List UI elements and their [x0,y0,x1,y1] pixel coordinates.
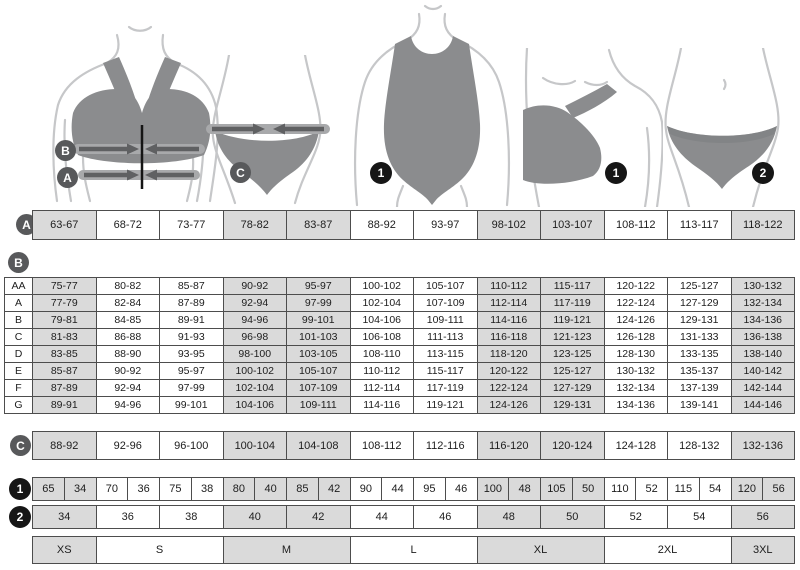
badge-bust-b-icon [55,140,76,161]
section-b-cell: 129-131 [668,312,732,329]
badge-1b-label: 1 [612,166,620,180]
row-c-cell: 124-128 [605,432,669,460]
section-b-cell: 104-106 [351,312,415,329]
row-c-cell: 88-92 [33,432,97,460]
section-b-cell: 85-87 [33,363,97,380]
badge-underbust-a-icon [57,167,78,188]
section-b-cell: 124-126 [478,397,542,414]
sizes-table [32,536,795,564]
row-a-cell: 98-102 [478,211,542,240]
row-2-cell: 44 [351,506,415,529]
section-b-cell: 116-118 [478,329,542,346]
size-cell: M [224,537,351,564]
section-b-cell: 96-98 [224,329,288,346]
section-b-cell: 115-117 [541,278,605,295]
row-2-badge-label: 2 [16,510,24,524]
section-b-cell: 134-136 [732,312,796,329]
section-b-row-header: AA [5,278,33,295]
section-b-row-header: C [5,329,33,346]
row-1-badge-label: 1 [16,482,24,496]
row-2-cell: 48 [478,506,542,529]
row-2-cell: 46 [414,506,478,529]
section-b-cell: 138-140 [732,346,796,363]
section-b-cell: 142-144 [732,380,796,397]
section-b-cell: 105-107 [414,278,478,295]
row-c-cell: 120-124 [541,432,605,460]
section-b-cell: 123-125 [541,346,605,363]
row-a-cell: 103-107 [541,211,605,240]
section-b-cell: 103-105 [287,346,351,363]
row-a-badge-label: A [22,217,31,232]
size-cell: 2XL [605,537,732,564]
row-c-cell: 116-120 [478,432,542,460]
section-b-cell: 84-85 [97,312,161,329]
row-1-cell: 70 [97,478,129,501]
row-a-cell: 113-117 [668,211,732,240]
row-2-cell: 40 [224,506,288,529]
section-b-row-header: G [5,397,33,414]
badge-swimsuit-1-icon [370,162,392,184]
row-1-cell: 52 [636,478,668,501]
section-b-cell: 89-91 [160,312,224,329]
section-b-badge-icon [8,252,29,273]
row-1-cell: 56 [763,478,795,501]
section-b-cell: 120-122 [605,278,669,295]
section-b-cell: 95-97 [287,278,351,295]
section-b-row-header: D [5,346,33,363]
bralette-strap [565,84,617,118]
section-b-cell: 91-93 [160,329,224,346]
row-c-cell: 128-132 [668,432,732,460]
section-b-cell: 89-91 [33,397,97,414]
badge-hip-c-icon [230,162,251,183]
row-1-cell: 90 [351,478,383,501]
row-2-table [32,505,795,529]
section-b-cell: 88-90 [97,346,161,363]
row-a-cell: 118-122 [732,211,796,240]
section-b-cell: 133-135 [668,346,732,363]
row-1-cell: 100 [478,478,510,501]
row-1-cell: 42 [319,478,351,501]
section-b-cell: 139-141 [668,397,732,414]
section-b-cell: 87-89 [33,380,97,397]
section-b-cell: 114-116 [351,397,415,414]
section-b-cell: 124-126 [605,312,669,329]
row-1-cell: 48 [509,478,541,501]
section-b-cell: 104-106 [224,397,288,414]
section-b-cell: 110-112 [351,363,415,380]
size-cell: XL [478,537,605,564]
swimsuit-shape [384,36,480,205]
row-1-cell: 80 [224,478,256,501]
section-b-cell: 110-112 [478,278,542,295]
section-b-cell: 130-132 [605,363,669,380]
size-cell: 3XL [732,537,796,564]
section-b-cell: 92-94 [224,295,288,312]
row-2-cell: 50 [541,506,605,529]
row-1-cell: 46 [446,478,478,501]
row-1-cell: 38 [192,478,224,501]
row-1-cell: 44 [382,478,414,501]
row-1-cell: 120 [732,478,764,501]
section-b-cell: 75-77 [33,278,97,295]
row-2-cell: 52 [605,506,669,529]
section-b-cell: 115-117 [414,363,478,380]
section-b-cell: 117-119 [541,295,605,312]
section-b-cell: 106-108 [351,329,415,346]
bralette-cup [523,105,601,183]
row-c-cell: 92-96 [97,432,161,460]
section-b-cell: 80-82 [97,278,161,295]
section-b-cell: 140-142 [732,363,796,380]
section-b-cell: 105-107 [287,363,351,380]
section-b-cell: 107-109 [414,295,478,312]
section-b-cell: 112-114 [351,380,415,397]
row-1-cell: 110 [605,478,637,501]
row-a-cell: 83-87 [287,211,351,240]
section-b-cell: 144-146 [732,397,796,414]
section-b-cell: 94-96 [224,312,288,329]
section-b-cell: 130-132 [732,278,796,295]
section-b-cell: 122-124 [605,295,669,312]
row-2-cell: 38 [160,506,224,529]
figure-panty-measurement [203,55,338,205]
section-b-cell: 111-113 [414,329,478,346]
row-1-cell: 50 [573,478,605,501]
badge-2-label: 2 [759,166,767,180]
section-b-row-header: F [5,380,33,397]
section-b-row-header: A [5,295,33,312]
section-b-cell: 94-96 [97,397,161,414]
row-1-table [32,477,795,501]
section-b-cell: 135-137 [668,363,732,380]
row-a-cell: 73-77 [160,211,224,240]
section-b-cell: 112-114 [478,295,542,312]
badge-bralette-1-icon [605,162,627,184]
row-1-cell: 65 [33,478,65,501]
row-c-cell: 112-116 [414,432,478,460]
row-1-cell: 40 [255,478,287,501]
row-c-cell: 96-100 [160,432,224,460]
section-b-cell: 95-97 [160,363,224,380]
section-b-row-header: E [5,363,33,380]
section-b-cell: 90-92 [224,278,288,295]
row-a-table [32,210,795,240]
section-b-cell: 101-103 [287,329,351,346]
section-b-cell: 97-99 [160,380,224,397]
badge-c-label: C [236,165,245,180]
row-c-cell: 132-136 [732,432,796,460]
figure-swimsuit [333,0,525,207]
section-b-cell: 77-79 [33,295,97,312]
section-b-cell: 87-89 [160,295,224,312]
row-c-cell: 104-108 [287,432,351,460]
section-b-cell: 92-94 [97,380,161,397]
row-1-cell: 85 [287,478,319,501]
section-b-cell: 126-128 [605,329,669,346]
section-b-cell: 121-123 [541,329,605,346]
section-b-cell: 134-136 [605,397,669,414]
section-b-cell: 100-102 [224,363,288,380]
badge-b-label: B [61,143,70,158]
size-cell: XS [33,537,97,564]
badge-1-label: 1 [377,166,385,180]
section-b-cell: 109-111 [414,312,478,329]
section-b-cell: 127-129 [541,380,605,397]
section-b-cell: 118-120 [478,346,542,363]
row-a-cell: 93-97 [414,211,478,240]
section-b-cell: 109-111 [287,397,351,414]
section-b-cell: 125-127 [541,363,605,380]
row-c-table [32,431,795,460]
section-b-cell: 127-129 [668,295,732,312]
section-b-cell: 83-85 [33,346,97,363]
section-b-cell: 129-131 [541,397,605,414]
section-b-cell: 90-92 [97,363,161,380]
row-a-cell: 78-82 [224,211,288,240]
section-b-cell: 108-110 [351,346,415,363]
row-c-cell: 108-112 [351,432,415,460]
section-b-row-header: B [5,312,33,329]
row-1-cell: 54 [700,478,732,501]
section-b-cell: 128-130 [605,346,669,363]
row-1-cell: 36 [128,478,160,501]
section-b-cell: 117-119 [414,380,478,397]
row-1-cell: 34 [65,478,97,501]
section-b-cell: 114-116 [478,312,542,329]
section-b-cell: 122-124 [478,380,542,397]
section-b-cell: 79-81 [33,312,97,329]
section-b-cell: 132-134 [605,380,669,397]
row-c-cell: 100-104 [224,432,288,460]
row-2-badge-icon [9,506,31,528]
row-1-cell: 115 [668,478,700,501]
section-b-table [4,277,795,414]
size-cell: S [97,537,224,564]
row-2-cell: 34 [33,506,97,529]
row-c-badge-label: C [16,438,25,453]
figures-row [0,0,800,207]
section-b-cell: 119-121 [414,397,478,414]
section-b-cell: 113-115 [414,346,478,363]
badge-panty-2-icon [752,162,774,184]
section-b-cell: 125-127 [668,278,732,295]
row-2-cell: 42 [287,506,351,529]
section-b-cell: 102-104 [351,295,415,312]
section-b-badge-label: B [14,255,23,270]
section-b-cell: 93-95 [160,346,224,363]
row-2-cell: 36 [97,506,161,529]
section-b-cell: 137-139 [668,380,732,397]
section-b-cell: 98-100 [224,346,288,363]
section-b-cell: 119-121 [541,312,605,329]
row-a-cell: 88-92 [351,211,415,240]
panty-measure-shape [215,131,319,195]
row-2-cell: 54 [668,506,732,529]
section-b-cell: 99-101 [287,312,351,329]
row-1-cell: 105 [541,478,573,501]
section-b-cell: 120-122 [478,363,542,380]
size-cell: L [351,537,478,564]
row-1-badge-icon [9,478,31,500]
section-b-cell: 136-138 [732,329,796,346]
figure-panty-product [653,48,795,207]
section-b-cell: 86-88 [97,329,161,346]
badge-a-label: A [63,170,72,185]
section-b-cell: 132-134 [732,295,796,312]
section-b-cell: 99-101 [160,397,224,414]
section-b-cell: 107-109 [287,380,351,397]
section-b-cell: 82-84 [97,295,161,312]
row-a-cell: 108-112 [605,211,669,240]
section-b-cell: 81-83 [33,329,97,346]
section-b-cell: 131-133 [668,329,732,346]
section-b-cell: 102-104 [224,380,288,397]
row-1-cell: 75 [160,478,192,501]
section-b-cell: 100-102 [351,278,415,295]
section-b-cell: 85-87 [160,278,224,295]
row-a-cell: 63-67 [33,211,97,240]
row-2-cell: 56 [732,506,796,529]
figure-bralette [523,48,663,207]
row-a-cell: 68-72 [97,211,161,240]
section-b-cell: 97-99 [287,295,351,312]
row-1-cell: 95 [414,478,446,501]
row-c-badge-icon [10,435,31,456]
